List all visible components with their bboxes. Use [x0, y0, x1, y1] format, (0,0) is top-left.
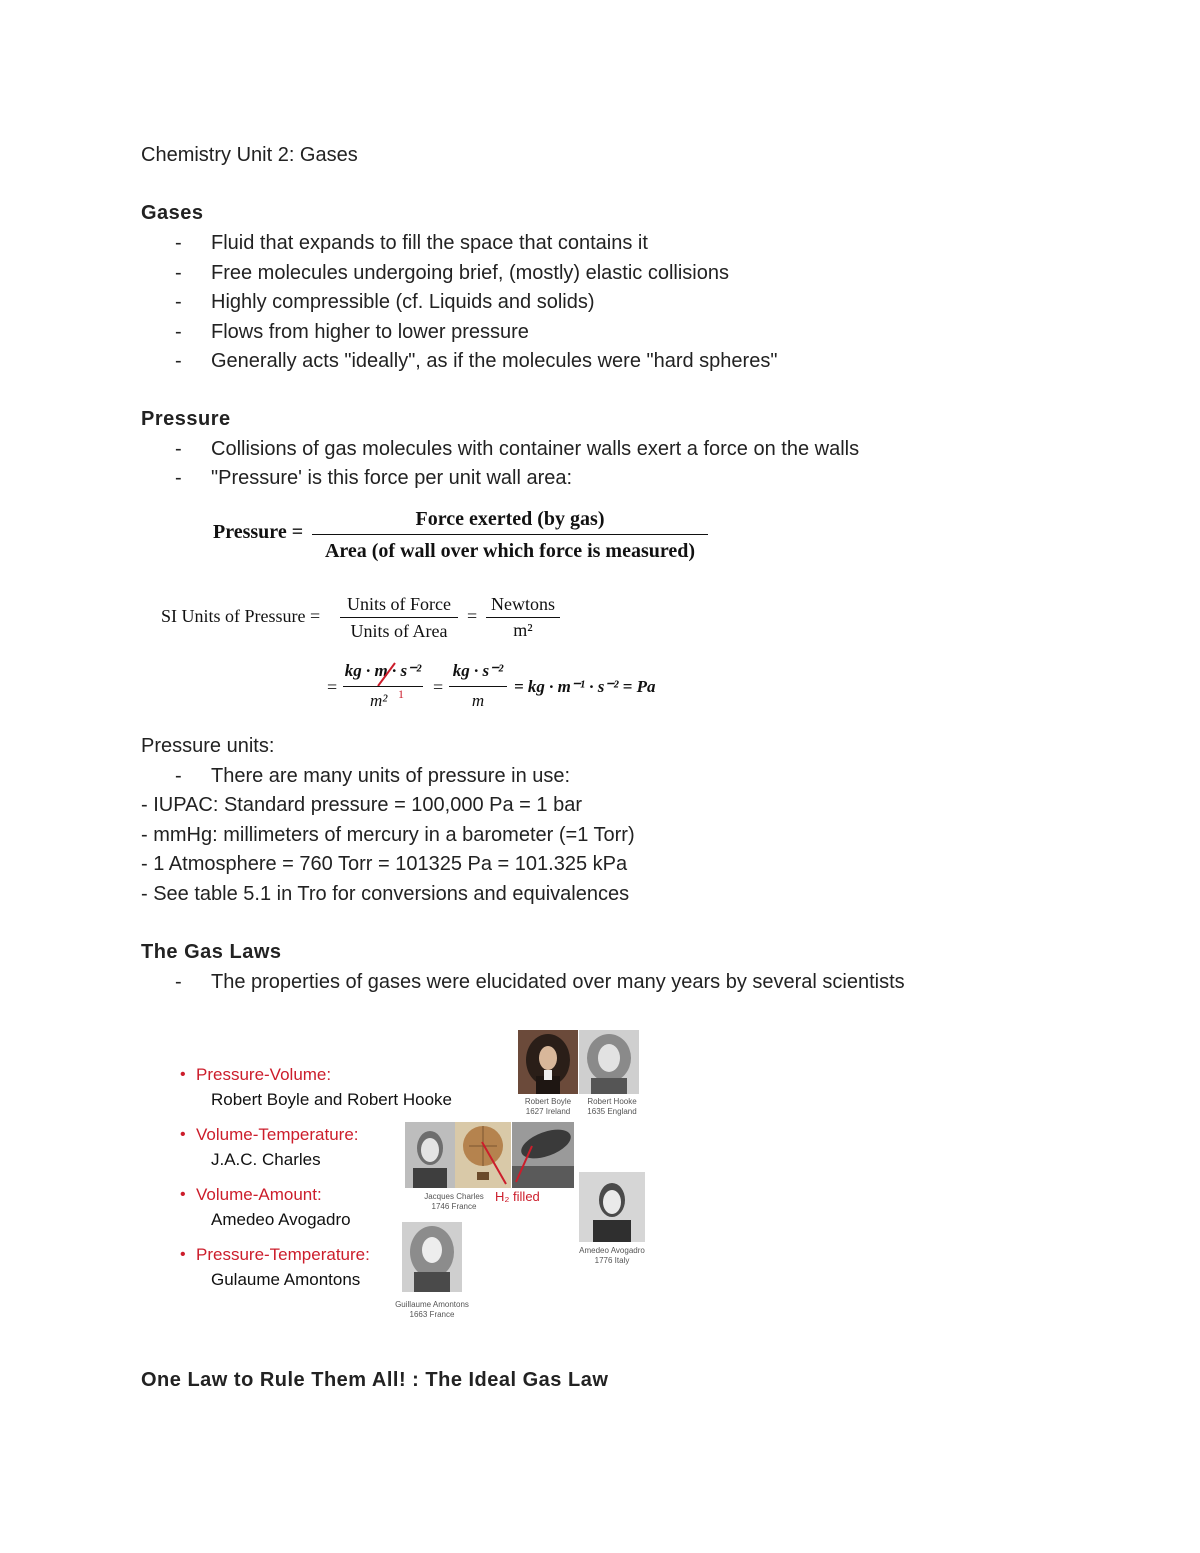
dash-bullet: -: [175, 765, 182, 787]
formula-numerator: Force exerted (by gas): [415, 508, 605, 530]
amontons-portrait-image: [402, 1222, 462, 1292]
slide-scientist-names: J.A.C. Charles: [211, 1150, 321, 1169]
bullet-text: Highly compressible (cf. Liquids and solids): [211, 291, 595, 313]
unit-line: - 1 Atmosphere = 760 Torr = 101325 Pa = 101.325 kPa: [141, 853, 628, 875]
section-heading-gas-laws: The Gas Laws: [141, 941, 282, 963]
bullet-text: Generally acts "ideally", as if the molecules were "hard spheres": [211, 350, 778, 372]
amontons-caption: Guillaume Amontons 1663 France: [395, 1300, 469, 1319]
dash-bullet: -: [175, 262, 182, 284]
charles-portrait-image: [405, 1122, 455, 1188]
fraction-bar: [340, 617, 458, 618]
fraction-bar: [312, 534, 708, 535]
slide-law-label: Pressure-Volume:: [196, 1065, 332, 1084]
slide-bullet: •: [180, 1246, 186, 1263]
dash-bullet: -: [175, 321, 182, 343]
si-frac3-num: kg · m · s⁻²: [344, 661, 422, 680]
document-title: Chemistry Unit 2: Gases: [141, 144, 358, 166]
boyle-portrait-image: [518, 1030, 578, 1094]
fraction-bar: [486, 617, 560, 618]
si-frac4-den: m: [471, 691, 485, 710]
bullet-text: Collisions of gas molecules with container walls exert a force on the walls: [211, 438, 860, 460]
charles-caption: Jacques Charles 1746 France: [424, 1192, 484, 1211]
bullet-text: "Pressure' is this force per unit wall area:: [211, 467, 573, 489]
formula-lhs: Pressure =: [213, 521, 304, 543]
si-row2-eq1: =: [327, 677, 338, 697]
dash-bullet: -: [175, 438, 182, 460]
si-lhs: SI Units of Pressure =: [161, 606, 321, 626]
unit-line: - IUPAC: Standard pressure = 100,000 Pa = 1 bar: [141, 794, 582, 816]
section-heading-ideal-gas-law: One Law to Rule Them All! : The Ideal Gas Law: [141, 1369, 609, 1391]
dash-bullet: -: [175, 971, 182, 993]
bullet-text: Fluid that expands to fill the space that contains it: [211, 232, 648, 254]
si-row2-eq2: =: [433, 677, 444, 697]
si-frac3-den: m²: [370, 691, 388, 710]
slide-law-label: Pressure-Temperature:: [196, 1245, 370, 1264]
section-heading-gases: Gases: [141, 202, 204, 224]
fraction-bar: [449, 686, 507, 687]
arrow-icon: [470, 1138, 540, 1194]
dash-bullet: -: [175, 350, 182, 372]
si-frac1-num: Units of Force: [347, 594, 451, 614]
slide-scientist-names: Amedeo Avogadro: [211, 1210, 351, 1229]
bullet-text: Flows from higher to lower pressure: [211, 321, 529, 343]
section-heading-pressure: Pressure: [141, 408, 231, 430]
hooke-caption: Robert Hooke 1635 England: [587, 1097, 637, 1116]
unit-line: - See table 5.1 in Tro for conversions and equivalences: [141, 883, 630, 905]
unit-line: - mmHg: millimeters of mercury in a barometer (=1 Torr): [141, 824, 635, 846]
si-frac2-num: Newtons: [491, 594, 555, 614]
slide-scientist-names: Robert Boyle and Robert Hooke: [211, 1090, 452, 1109]
avogadro-portrait-image: [579, 1172, 645, 1242]
bullet-text: Free molecules undergoing brief, (mostly) elastic collisions: [211, 262, 729, 284]
dash-bullet: -: [175, 467, 182, 489]
formula-denominator: Area (of wall over which force is measured): [324, 540, 696, 562]
slide-law-label: Volume-Temperature:: [196, 1125, 359, 1144]
si-tail: = kg · m⁻¹ · s⁻² = Pa: [514, 677, 656, 696]
bullet-text: There are many units of pressure in use:: [211, 765, 571, 787]
hooke-portrait-image: [579, 1030, 639, 1094]
bullet-text: The properties of gases were elucidated over many years by several scientists: [211, 971, 905, 993]
si-frac1-den: Units of Area: [350, 621, 448, 641]
slide-bullet: •: [180, 1126, 186, 1143]
h2-filled-label: H₂ filled: [495, 1189, 540, 1204]
slide-scientist-names: Gulaume Amontons: [211, 1270, 361, 1289]
pressure-units-label: Pressure units:: [141, 735, 275, 757]
avogadro-caption: Amedeo Avogadro 1776 Italy: [579, 1246, 645, 1265]
boyle-caption: Robert Boyle 1627 Ireland: [524, 1097, 572, 1116]
dash-bullet: -: [175, 232, 182, 254]
si-frac4-num: kg · s⁻²: [452, 661, 504, 680]
si-frac2-den: m²: [513, 620, 533, 640]
fraction-bar: [343, 686, 423, 687]
si-eq: =: [467, 606, 478, 626]
slide-bullet: •: [180, 1066, 186, 1083]
slide-bullet: •: [180, 1186, 186, 1203]
slide-law-label: Volume-Amount:: [196, 1185, 322, 1204]
dash-bullet: -: [175, 291, 182, 313]
si-frac3-den-correction: 1: [398, 687, 404, 701]
